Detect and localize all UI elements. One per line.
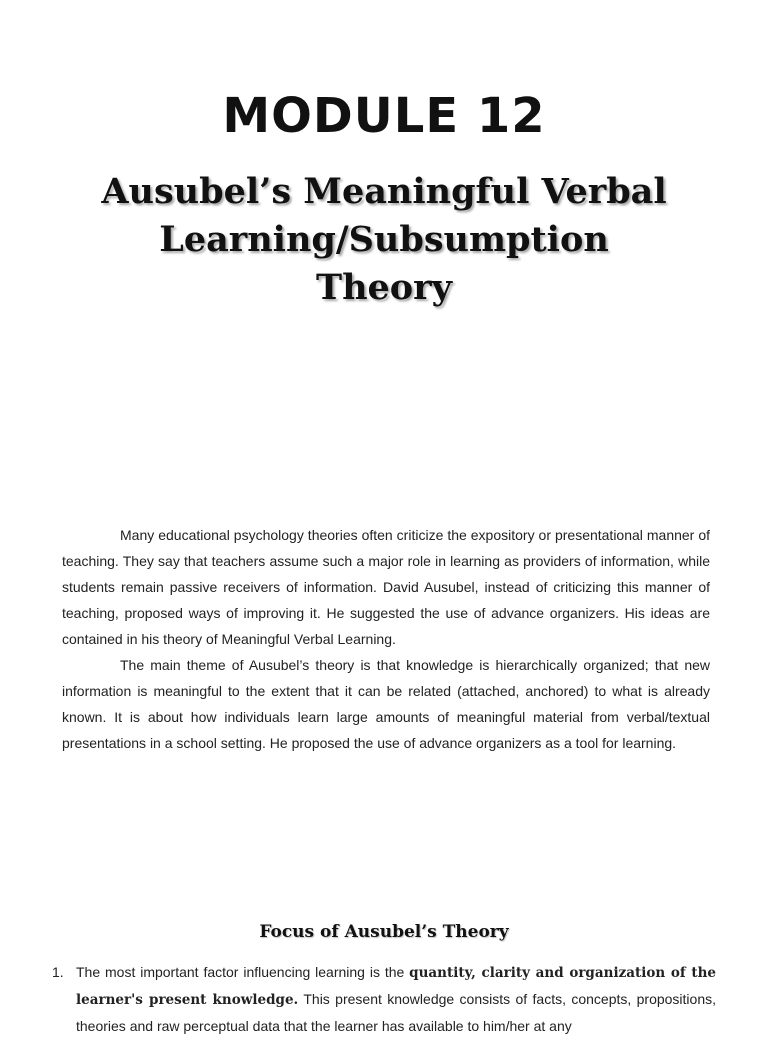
intro-paragraph-1: Many educational psychology theories often criticize the expository or presentational manner of teaching. They say that teachers assume such a major role in learning as providers of information, while students remain passive receivers of information. David Ausubel, instead of criticizing this manner of teaching, proposed ways of improving it. He suggested the use of advance organizers. His ideas are contained in his theory of Meaningful Verbal Learning. xyxy=(62,527,710,647)
focus-item-text-before: The most important factor influencing learning is the xyxy=(76,964,410,980)
focus-item-text-after: This present knowledge consists of facts, concepts, propositions, theories and raw perceptual data that the learner has available to him/her at any xyxy=(76,991,717,1034)
section-heading: Focus of Ausubel’s Theory xyxy=(259,922,509,942)
focus-item-number: 1. xyxy=(52,964,64,980)
subtitle-line-1: Ausubel’s Meaningful Verbal xyxy=(101,171,667,212)
focus-item-bold-text: quantity, clarity and organization of the learner's present knowledge. xyxy=(76,965,716,1008)
intro-section xyxy=(62,522,710,756)
focus-item-1 xyxy=(52,959,716,1039)
focus-list xyxy=(52,959,716,1039)
module-title: MODULE 12 xyxy=(222,88,546,144)
subtitle-line-2: Learning/Subsumption xyxy=(159,219,609,260)
module-subtitle xyxy=(60,168,708,312)
intro-paragraph-2: The main theme of Ausubel’s theory is that knowledge is hierarchically organized; that new information is meaningful to the extent that it can be related (attached, anchored) to what is already known. It is about how individuals learn large amounts of meaningful material from verbal/textual presentations in a school setting. He proposed the use of advance organizers as a tool for learning. xyxy=(62,657,710,751)
subtitle-line-3: Theory xyxy=(316,267,452,308)
